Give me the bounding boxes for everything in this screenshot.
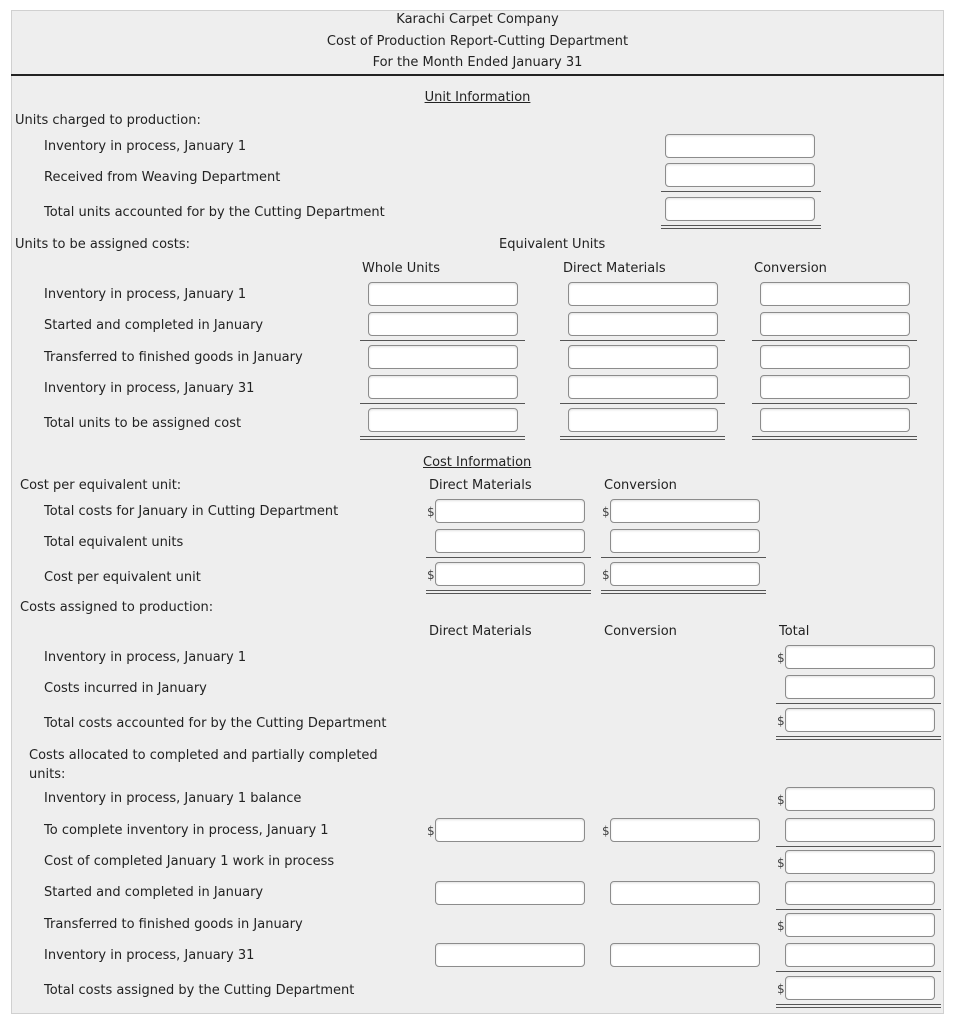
dollar-sign: $: [777, 793, 785, 807]
cpeu-heading: Cost per equivalent unit:: [20, 478, 182, 493]
dollar-sign: $: [602, 505, 610, 519]
sum-rule: [776, 971, 941, 972]
cpeu-row-label: Total costs for January in Cutting Department: [44, 504, 339, 519]
cost-conv-col: Conversion: [604, 478, 677, 493]
equivalent-units-heading: Equivalent Units: [499, 237, 606, 252]
alloc-row-label: Transferred to finished goods in January: [44, 917, 303, 932]
eu-materials-total-input[interactable]: [568, 408, 718, 432]
ctp-total-col: Total: [779, 624, 810, 639]
total-rule: [426, 590, 591, 594]
sum-rule: [426, 557, 591, 558]
whole-units-input[interactable]: [368, 375, 518, 399]
sum-rule: [601, 557, 766, 558]
cpeu-row-label: Total equivalent units: [44, 535, 184, 550]
charged-row-label: Received from Weaving Department: [44, 170, 281, 185]
total-rule: [360, 436, 525, 440]
ctp-total-input[interactable]: [785, 675, 935, 699]
eu-materials-input[interactable]: [568, 282, 718, 306]
report-title: Cost of Production Report-Cutting Department: [326, 34, 629, 49]
ctp-total-input[interactable]: [785, 645, 935, 669]
dollar-sign: $: [427, 824, 435, 838]
assigned-row-label: Inventory in process, January 31: [44, 381, 255, 396]
assigned-row-label: Total units to be assigned cost: [44, 416, 242, 431]
total-rule: [661, 225, 821, 229]
alloc-row-label: Cost of completed January 1 work in process: [44, 854, 335, 869]
ctp-heading: Costs assigned to production:: [20, 600, 214, 615]
dollar-sign: $: [602, 824, 610, 838]
sum-rule: [360, 403, 525, 404]
report-period: For the Month Ended January 31: [372, 55, 583, 70]
sum-rule: [661, 191, 821, 192]
alloc-row-label: Inventory in process, January 1 balance: [44, 791, 302, 806]
assigned-row-label: Started and completed in January: [44, 318, 264, 333]
charged-input[interactable]: [665, 134, 815, 158]
ctp-dm-col: Direct Materials: [429, 624, 532, 639]
ctp-conv-col: Conversion: [604, 624, 677, 639]
whole-units-input[interactable]: [368, 312, 518, 336]
total-rule: [601, 590, 766, 594]
total-rule: [776, 736, 941, 740]
alloc-dm-input[interactable]: [435, 818, 585, 842]
dollar-sign: $: [777, 919, 785, 933]
alloc-heading: [29, 746, 389, 784]
sum-rule: [560, 340, 725, 341]
dm-cpeu-input[interactable]: [435, 562, 585, 586]
eu-conversion-input[interactable]: [760, 375, 910, 399]
alloc-dm-input[interactable]: [435, 943, 585, 967]
eu-conversion-total-input[interactable]: [760, 408, 910, 432]
charged-row-label: Total units accounted for by the Cutting Department: [44, 205, 385, 220]
dollar-sign: $: [427, 505, 435, 519]
header-divider: [11, 74, 944, 76]
ctp-row-label: Total costs accounted for by the Cutting Department: [44, 716, 387, 731]
total-rule: [776, 1004, 941, 1008]
alloc-conv-input[interactable]: [610, 881, 760, 905]
whole-units-input[interactable]: [368, 345, 518, 369]
total-rule: [560, 436, 725, 440]
alloc-total-input[interactable]: [785, 943, 935, 967]
company-name: Karachi Carpet Company: [396, 12, 559, 27]
eu-conversion-input[interactable]: [760, 345, 910, 369]
alloc-grand-total-input[interactable]: [785, 976, 935, 1000]
alloc-total-input[interactable]: [785, 913, 935, 937]
alloc-row-label: To complete inventory in process, January 1: [44, 823, 329, 838]
alloc-row-label: Inventory in process, January 31: [44, 948, 255, 963]
sum-rule: [776, 846, 941, 847]
units-assigned-heading: Units to be assigned costs:: [15, 237, 191, 252]
alloc-row-label: Started and completed in January: [44, 885, 264, 900]
cpeu-row-label: Cost per equivalent unit: [44, 570, 201, 585]
alloc-total-input[interactable]: [785, 850, 935, 874]
ctp-row-label: Inventory in process, January 1: [44, 650, 247, 665]
sum-rule: [776, 909, 941, 910]
dollar-sign: $: [777, 982, 785, 996]
alloc-heading-text: Costs allocated to completed and partially completed units:: [29, 748, 378, 782]
dollar-sign: $: [602, 568, 610, 582]
assigned-row-label: Inventory in process, January 1: [44, 287, 247, 302]
eu-conversion-input[interactable]: [760, 312, 910, 336]
charged-total-input[interactable]: [665, 197, 815, 221]
eu-conversion-input[interactable]: [760, 282, 910, 306]
whole-units-total-input[interactable]: [368, 408, 518, 432]
conv-cpeu-input[interactable]: [610, 562, 760, 586]
dollar-sign: $: [777, 856, 785, 870]
charged-row-label: Inventory in process, January 1: [44, 139, 247, 154]
assigned-row-label: Transferred to finished goods in January: [44, 350, 303, 365]
dm-equiv-units-input[interactable]: [435, 529, 585, 553]
sum-rule: [560, 403, 725, 404]
eu-materials-input[interactable]: [568, 345, 718, 369]
whole-units-col: Whole Units: [362, 261, 441, 276]
sum-rule: [776, 703, 941, 704]
whole-units-input[interactable]: [368, 282, 518, 306]
alloc-dm-input[interactable]: [435, 881, 585, 905]
eu-materials-input[interactable]: [568, 375, 718, 399]
conv-total-cost-input[interactable]: [610, 499, 760, 523]
ctp-row-label: Costs incurred in January: [44, 681, 207, 696]
alloc-total-input[interactable]: [785, 787, 935, 811]
alloc-conv-input[interactable]: [610, 943, 760, 967]
direct-materials-col: Direct Materials: [563, 261, 666, 276]
ctp-grand-total-input[interactable]: [785, 708, 935, 732]
conversion-col: Conversion: [754, 261, 827, 276]
sum-rule: [752, 403, 917, 404]
total-rule: [752, 436, 917, 440]
units-charged-heading: Units charged to production:: [15, 113, 201, 128]
dm-total-cost-input[interactable]: [435, 499, 585, 523]
dollar-sign: $: [777, 651, 785, 665]
eu-materials-input[interactable]: [568, 312, 718, 336]
alloc-total-input[interactable]: [785, 881, 935, 905]
alloc-row-label: Total costs assigned by the Cutting Department: [44, 983, 355, 998]
alloc-total-input[interactable]: [785, 818, 935, 842]
cost-info-heading: Cost Information: [423, 455, 532, 470]
unit-info-heading: Unit Information: [424, 90, 531, 105]
sum-rule: [752, 340, 917, 341]
sum-rule: [360, 340, 525, 341]
charged-input[interactable]: [665, 163, 815, 187]
dollar-sign: $: [777, 714, 785, 728]
cost-dm-col: Direct Materials: [429, 478, 532, 493]
alloc-conv-input[interactable]: [610, 818, 760, 842]
dollar-sign: $: [427, 568, 435, 582]
conv-equiv-units-input[interactable]: [610, 529, 760, 553]
